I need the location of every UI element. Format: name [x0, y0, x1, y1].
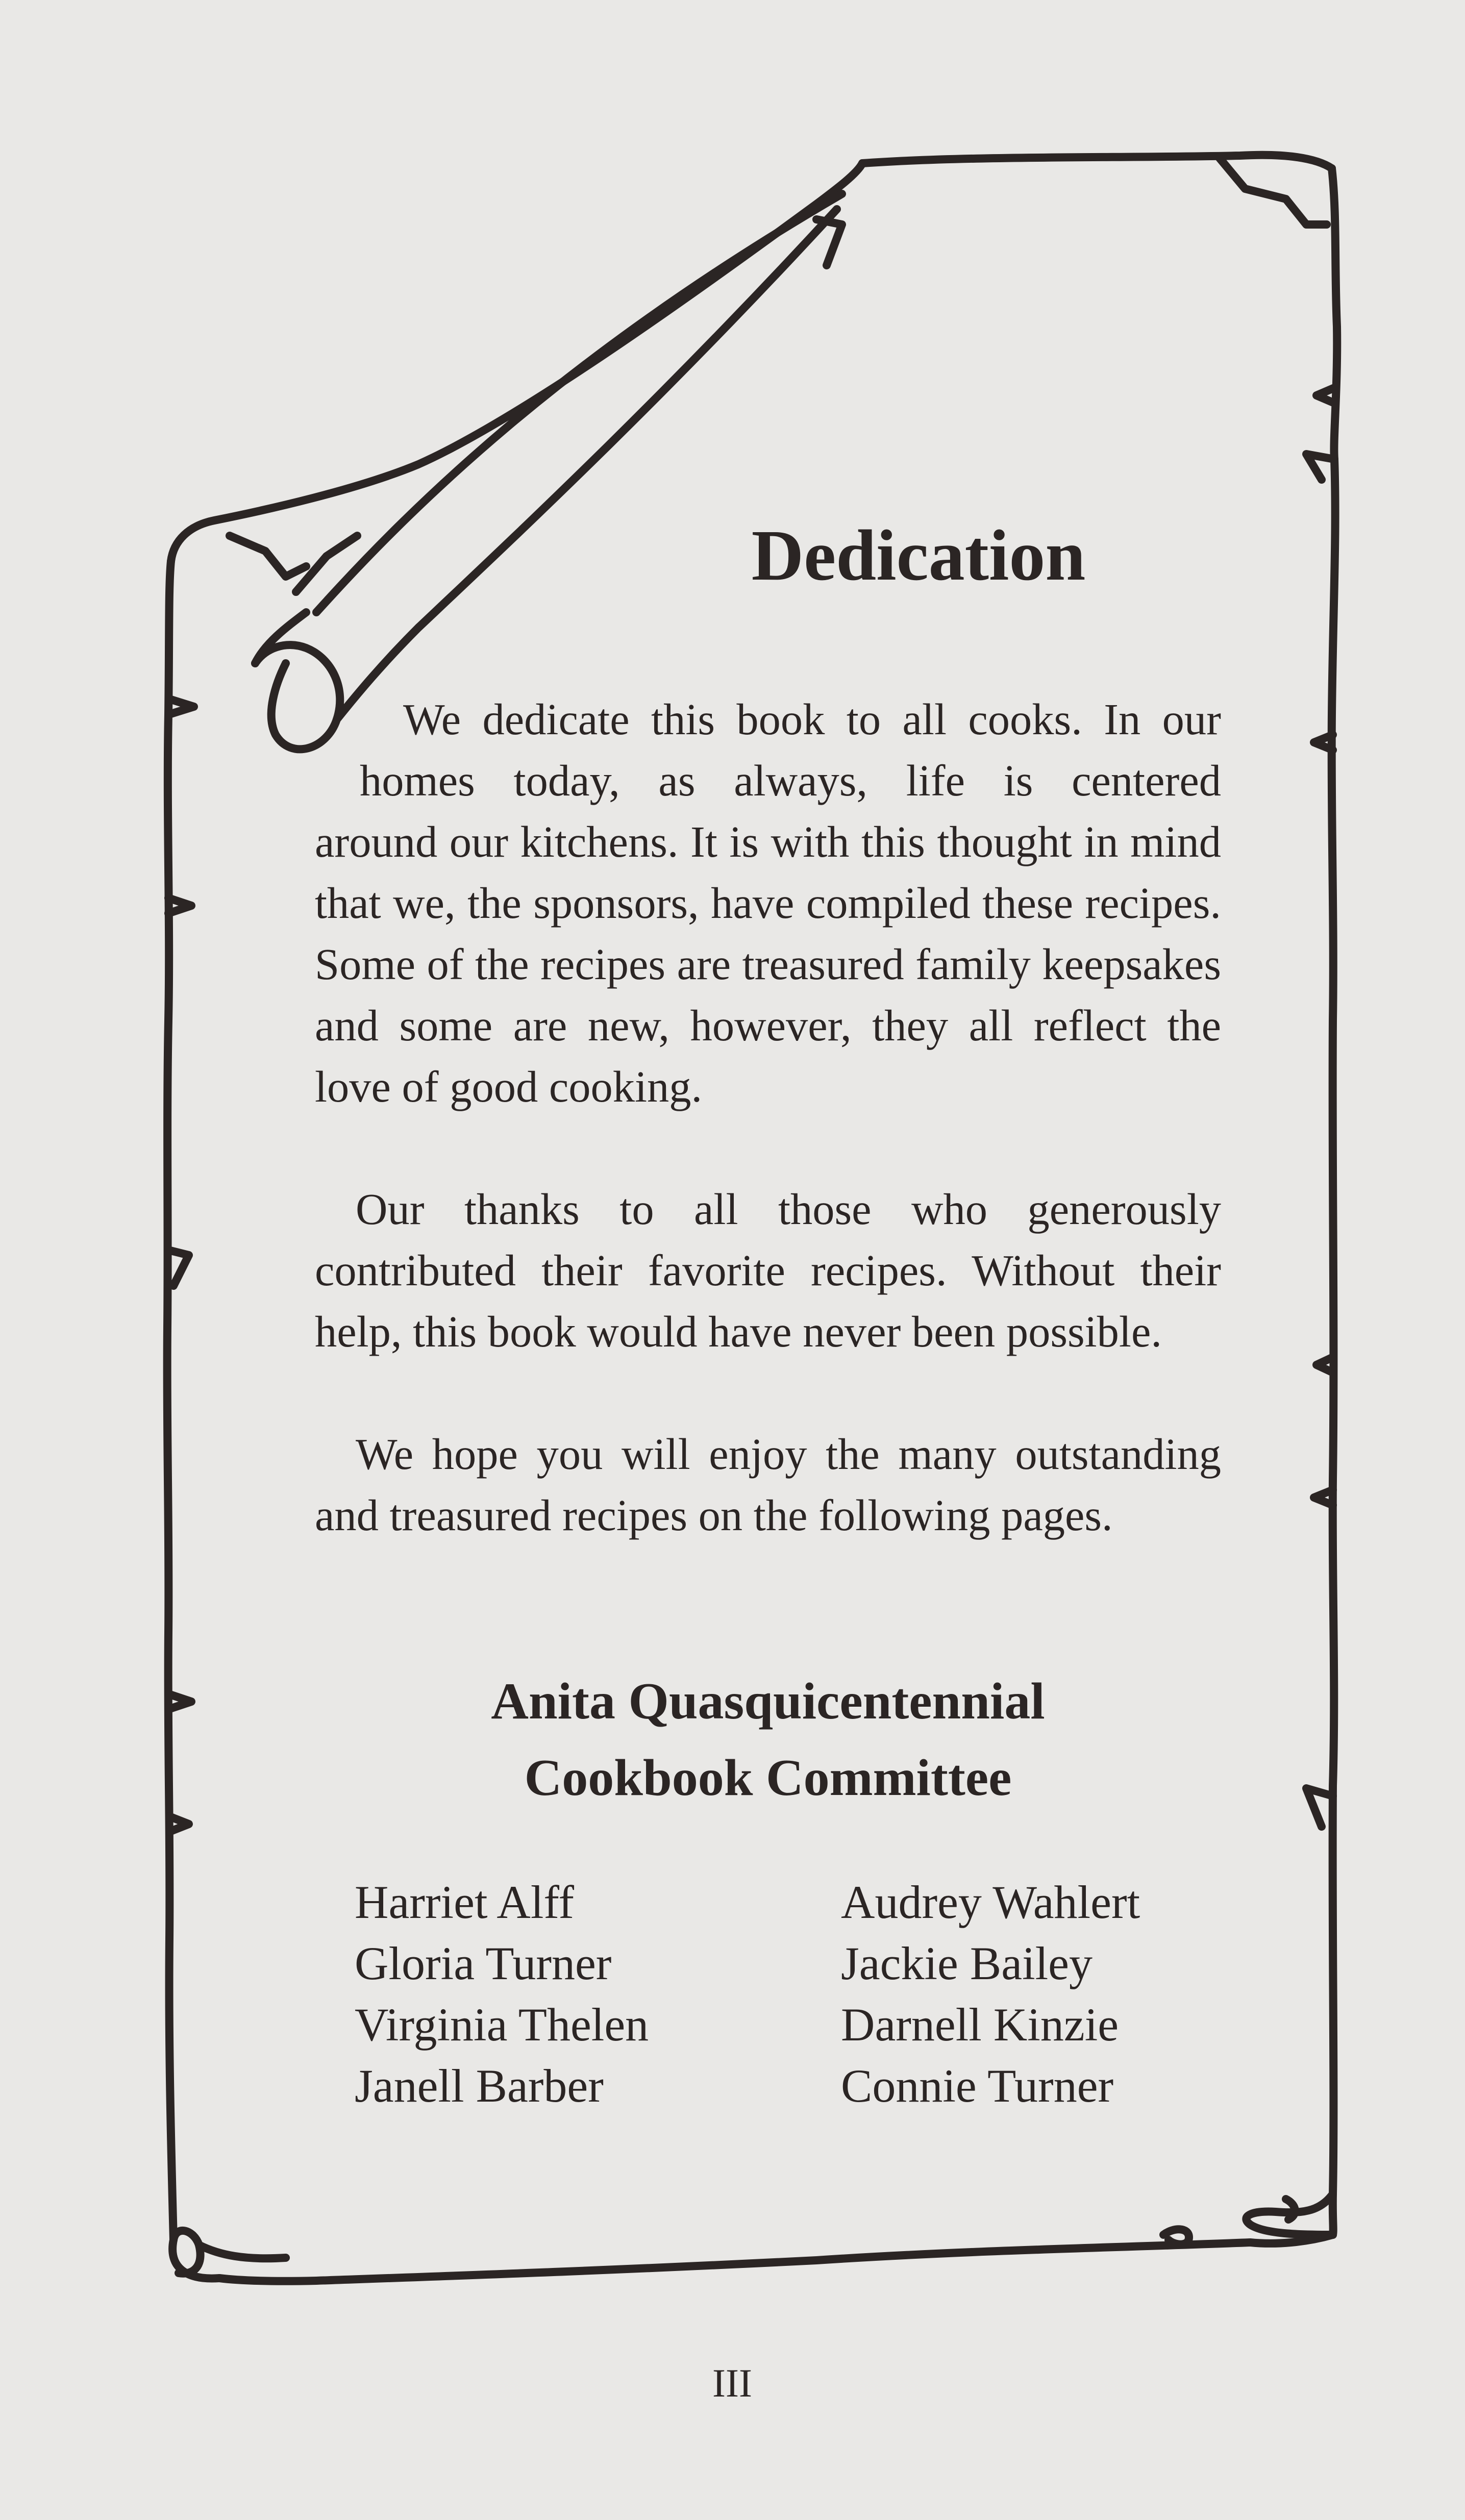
dedication-paragraph-rest: around our kitchens. It is with this thought in mind that we, the sponsors, have compiled these recipes. Some of the recipes are treasured family keepsakes and some are new, however, they all reflect the love of good cooking.: [315, 817, 1221, 1111]
committee-member: Audrey Wahlert: [841, 1876, 1140, 1928]
committee-member: Harriet Alff: [355, 1876, 575, 1928]
page-number: III: [712, 2361, 752, 2405]
committee-heading-line-2: Cookbook Committee: [524, 1749, 1012, 1807]
dedication-paragraph-line-2: homes today, as always, life is centered: [360, 756, 1221, 805]
committee-member: Janell Barber: [355, 2060, 604, 2112]
committee-heading: [315, 1663, 1221, 1816]
committee-member: Jackie Bailey: [841, 1937, 1093, 1989]
page-title: Dedication: [751, 515, 1086, 595]
closing-paragraph: We hope you will enjoy the many outstanding and treasured recipes on the following pages.: [315, 1430, 1221, 1540]
committee-member: Virginia Thelen: [355, 1999, 649, 2051]
committee-member: Gloria Turner: [355, 1937, 612, 1989]
committee-members-left-column: [355, 1872, 649, 2116]
dedication-paragraph-line-1: We dedicate this book to all cooks. In our: [403, 695, 1221, 744]
committee-heading-line-1: Anita Quasquicentennial: [491, 1673, 1045, 1730]
thanks-paragraph: Our thanks to all those who generously contributed their favorite recipes. Without their help, this book would have never been possible.: [315, 1185, 1221, 1356]
committee-members-right-column: [841, 1872, 1140, 2116]
committee-member: Connie Turner: [841, 2060, 1114, 2112]
committee-member: Darnell Kinzie: [841, 1999, 1119, 2051]
